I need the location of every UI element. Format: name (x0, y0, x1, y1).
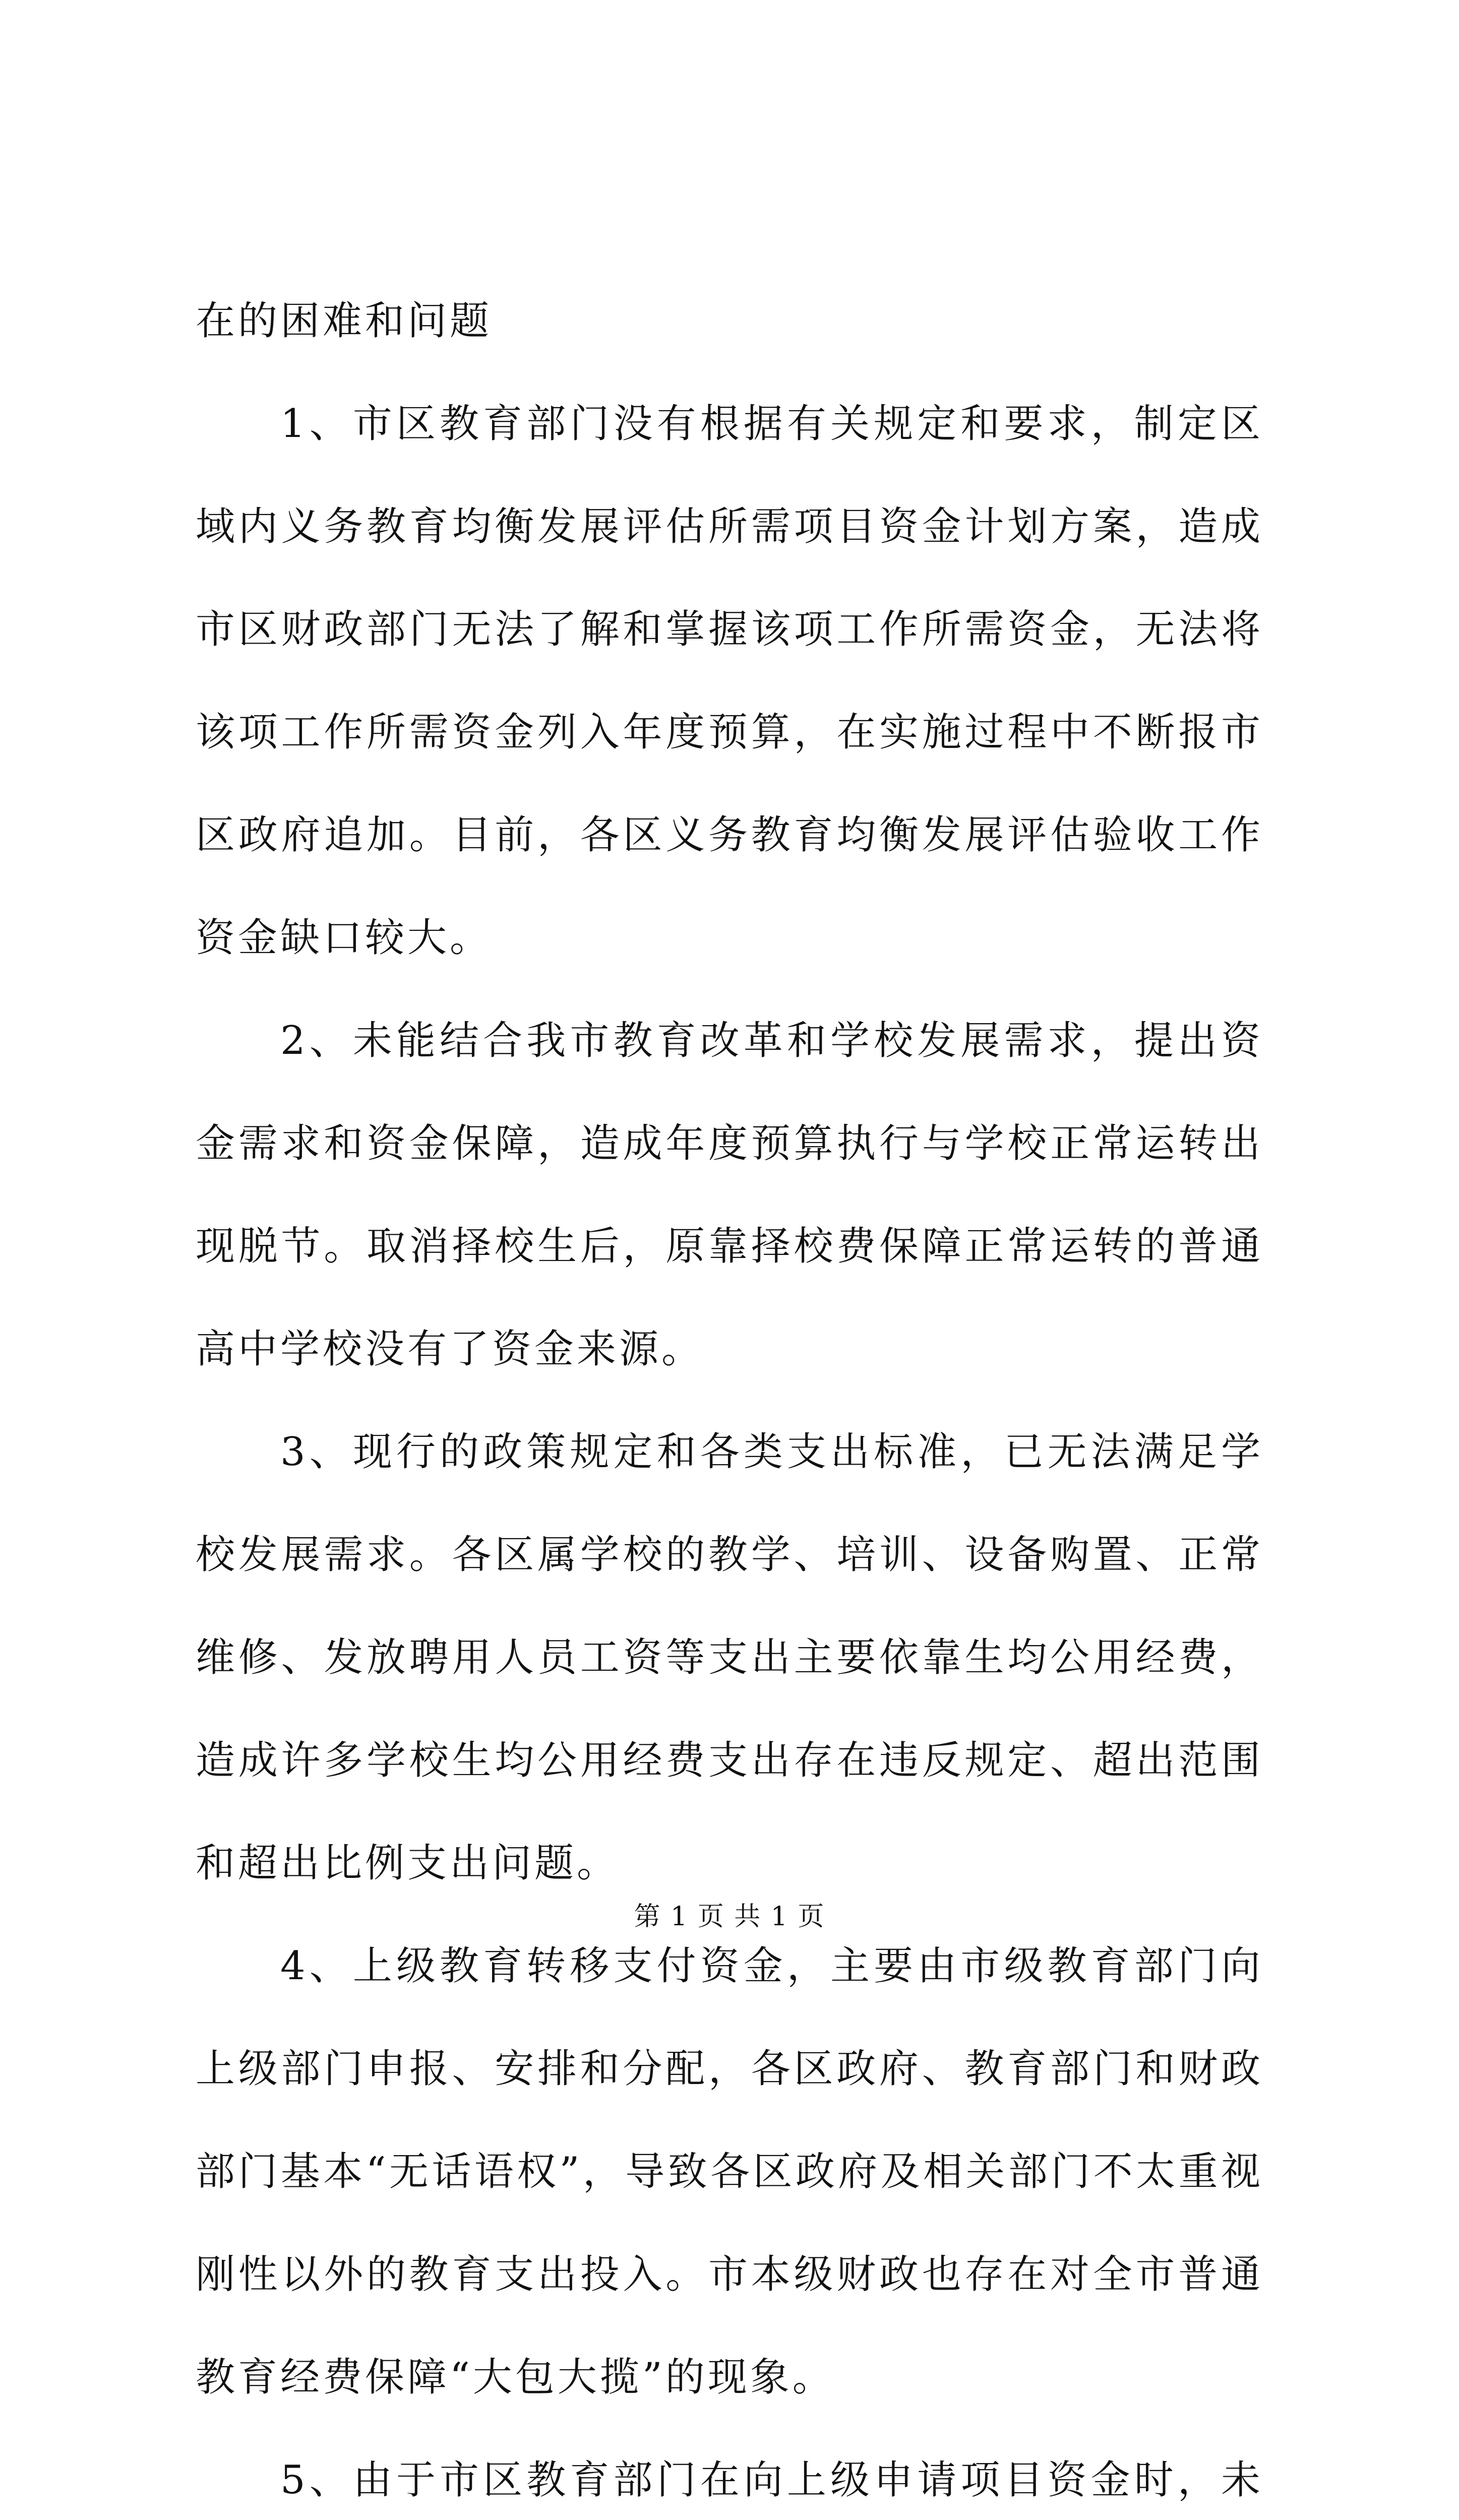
paragraph-item-2: 2、未能结合我市教育改革和学校发展需求，提出资金需求和资金保障，造成年度预算执行与学校正常运转出现脱节。取消择校生后，原靠择校费保障正常运转的普通高中学校没有了资金来源。 (196, 1018, 1263, 1372)
paragraph-item-4: 4、上级教育转移支付资金，主要由市级教育部门向上级部门申报、安排和分配，各区政府、教育部门和财政部门基本“无话语权”，导致各区政府及相关部门不太重视刚性以外的教育支出投入。市本级财政也存在对全市普通教育经费保障“大包大揽”的现象。 (196, 1943, 1263, 2400)
page-footer (0, 1899, 1459, 1934)
page-number-label: 第 1 页 共 1 页 (634, 1902, 825, 1932)
paragraph-item-1: 1、市区教育部门没有根据有关规定和要求，制定区域内义务教育均衡发展评估所需项目资金计划方案，造成市区财政部门无法了解和掌握该项工作所需资金，无法将该项工作所需资金列入年度预算，在实施过程中不断报市区政府追加。目前，各区义务教育均衡发展评估验收工作资金缺口较大。 (196, 401, 1263, 961)
paragraph-item-5: 5、由于市区教育部门在向上级申请项目资金时，未 (280, 2458, 1263, 2503)
document-body (196, 270, 1263, 2520)
paragraph-item-3: 3、现行的政策规定和各类支出标准，已无法满足学校发展需求。各区属学校的教学、培训、设备购置、正常维修、发放聘用人员工资等支出主要依靠生均公用经费，造成许多学校生均公用经费支出存在违反规定、超出范围和超出比例支出问题。 (196, 1429, 1263, 1886)
paragraph-continuation: 在的困难和问题 (196, 298, 493, 344)
